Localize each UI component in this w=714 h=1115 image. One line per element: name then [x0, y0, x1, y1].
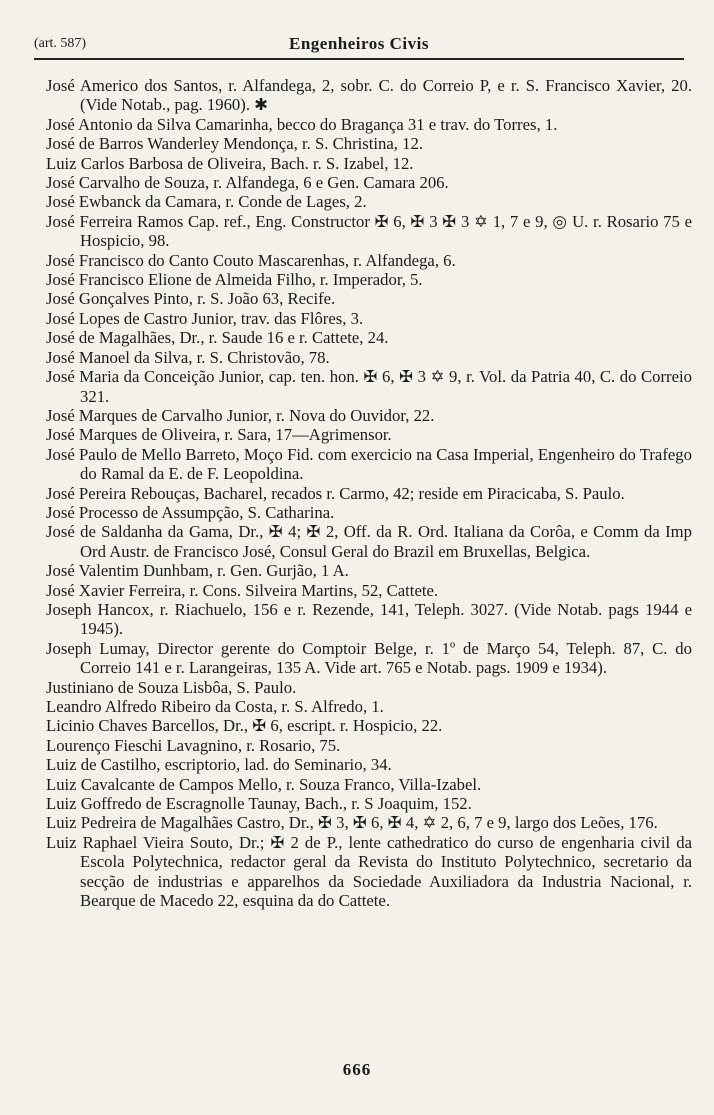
article-reference: (art. 587) — [34, 36, 87, 51]
list-item: José Francisco Elione de Almeida Filho, r. Imperador, 5. — [46, 270, 423, 290]
list-item: Joseph Hancox, r. Riachuelo, 156 e r. Rezende, 141, Teleph. 3027. (Vide Notab. pags 1944 e 1945). — [46, 599, 692, 639]
list-item: Luiz Goffredo de Escragnolle Taunay, Bach., r. S Joaquim, 152. — [46, 794, 472, 814]
list-item: José Ewbanck da Camara, r. Conde de Lages, 2. — [46, 192, 367, 212]
list-item: José de Barros Wanderley Mendonça, r. S. Christina, 12. — [46, 134, 423, 154]
list-item: José Carvalho de Souza, r. Alfandega, 6 e Gen. Camara 206. — [46, 173, 449, 193]
section-title: Engenheiros Civis — [289, 34, 429, 53]
list-item: José Marques de Carvalho Junior, r. Nova do Ouvidor, 22. — [46, 405, 435, 425]
list-item: José Valentim Dunhbam, r. Gen. Gurjão, 1 A. — [46, 561, 349, 581]
page-number: 666 — [342, 1060, 372, 1079]
list-item: José de Magalhães, Dr., r. Saude 16 e r. Cattete, 24. — [46, 328, 389, 348]
list-item: Luiz Carlos Barbosa de Oliveira, Bach. r. S. Izabel, 12. — [46, 153, 414, 173]
list-item: José Lopes de Castro Junior, trav. das Flôres, 3. — [46, 308, 364, 328]
list-item: José Antonio da Silva Camarinha, becco do Bragança 31 e trav. do Torres, 1. — [46, 114, 558, 134]
list-item: Joseph Lumay, Director gerente do Comptoir Belge, r. 1º de Março 54, Teleph. 87, C. do Correio 141 e r. Larangeiras, 135 A. Vide art. 765 e Notab. pags. 1909 e 1934). — [46, 638, 692, 678]
list-item: Licinio Chaves Barcellos, Dr., ✠ 6, escript. r. Hospicio, 22. — [46, 716, 443, 736]
list-item: Luiz de Castilho, escriptorio, lad. do Seminario, 34. — [46, 755, 392, 775]
page-header — [34, 36, 684, 60]
list-item: Luiz Raphael Vieira Souto, Dr.; ✠ 2 de P., lente cathedratico do curso de engenharia civil da Escola Polytechnica, redactor geral da Revista do Instituto Polytechnico, secretario da secção de industrias e apparelhos da Sociedade Auxiliadora da Industria Nacional, r. Bearque de Macedo 22, esquina da do Cattete. — [46, 832, 692, 911]
list-item: José Maria da Conceição Junior, cap. ten. hon. ✠ 6, ✠ 3 ✡ 9, r. Vol. da Patria 40, C. do Correio 321. — [46, 367, 692, 406]
list-item: José Gonçalves Pinto, r. S. João 63, Recife. — [46, 289, 336, 309]
list-item: José Americo dos Santos, r. Alfandega, 2, sobr. C. do Correio P, e r. S. Francisco Xavier, 20. (Vide Notab., pag. 1960). ✱ — [46, 76, 692, 115]
list-item: José Francisco do Canto Couto Mascarenhas, r. Alfandega, 6. — [46, 250, 456, 270]
list-item: José Manoel da Silva, r. S. Christovão, 78. — [46, 347, 330, 367]
entry-list — [46, 76, 692, 910]
list-item: José Pereira Rebouças, Bacharel, recados r. Carmo, 42; reside em Piracicaba, S. Paulo. — [46, 483, 625, 503]
list-item: José Paulo de Mello Barreto, Moço Fid. com exercicio na Casa Imperial, Engenheiro do Trafego do Ramal da E. de F. Leopoldina. — [46, 444, 692, 484]
list-item: Luiz Cavalcante de Campos Mello, r. Souza Franco, Villa-Izabel. — [46, 774, 482, 794]
list-item: Luiz Pedreira de Magalhães Castro, Dr., ✠ 3, ✠ 6, ✠ 4, ✡ 2, 6, 7 e 9, largo dos Leões, 176. — [46, 813, 658, 833]
list-item: José Xavier Ferreira, r. Cons. Silveira Martins, 52, Cattete. — [46, 580, 439, 600]
list-item: José Ferreira Ramos Cap. ref., Eng. Constructor ✠ 6, ✠ 3 ✠ 3 ✡ 1, 7 e 9, ◎ U. r. Rosario 75 e Hospicio, 98. — [46, 211, 692, 251]
list-item: Justiniano de Souza Lisbôa, S. Paulo. — [46, 677, 297, 697]
list-item: Lourenço Fieschi Lavagnino, r. Rosario, 75. — [46, 735, 341, 755]
list-item: José de Saldanha da Gama, Dr., ✠ 4; ✠ 2, Off. da R. Ord. Italiana da Corôa, e Comm da Imp Ord Austr. de Francisco José, Consul Geral do Brazil em Bruxellas, Belgica. — [46, 522, 692, 561]
list-item: José Marques de Oliveira, r. Sara, 17—Agrimensor. — [46, 425, 392, 445]
list-item: José Processo de Assumpção, S. Catharina. — [46, 502, 335, 522]
list-item: Leandro Alfredo Ribeiro da Costa, r. S. Alfredo, 1. — [46, 697, 384, 716]
